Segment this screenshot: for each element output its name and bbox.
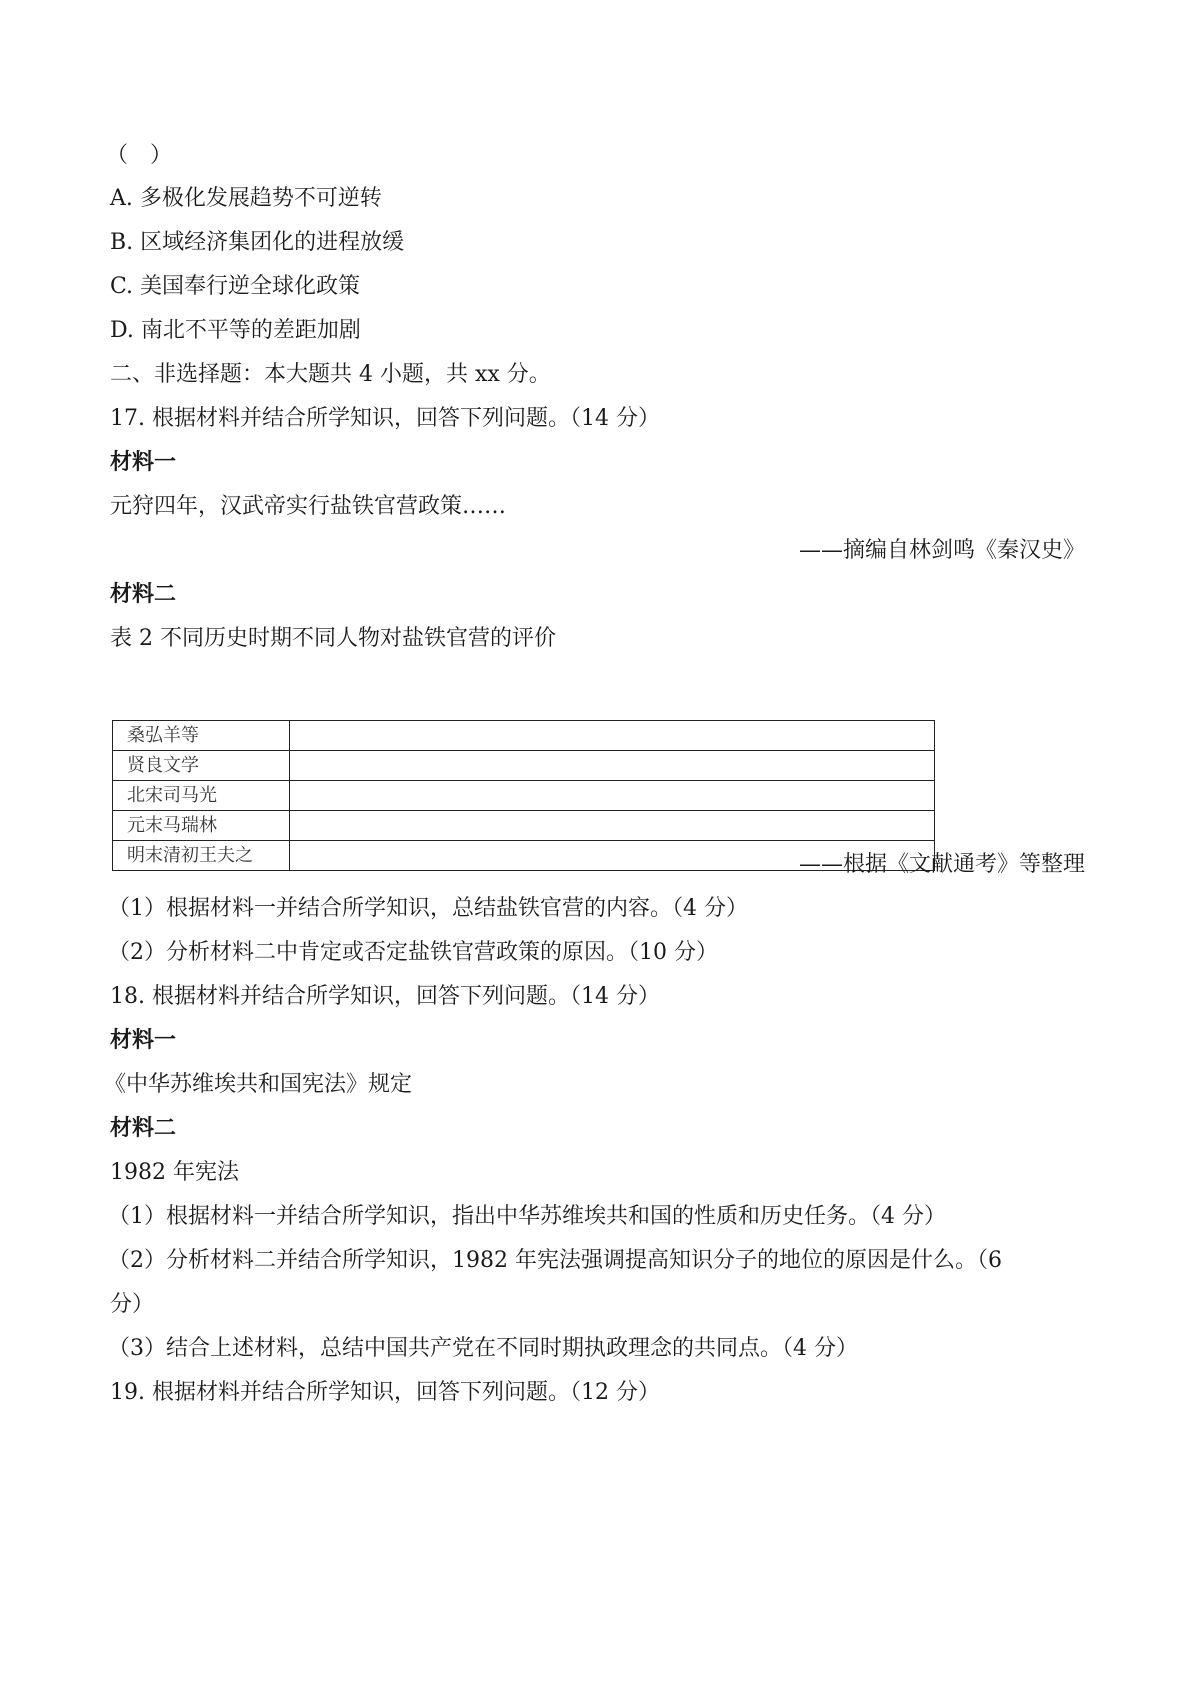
q18-material-1-title: 材料一 [110, 1028, 177, 1053]
evaluation-cell [290, 811, 935, 841]
person-cell: 元末马瑞林 [113, 811, 290, 841]
question-18: 18. 根据材料并结合所学知识，回答下列问题。（14 分） [110, 984, 660, 1009]
person-cell: 贤良文学 [113, 751, 290, 781]
table-row [113, 751, 935, 781]
table-caption: 表 2 不同历史时期不同人物对盐铁官营的评价 [110, 626, 556, 651]
q18-sub-1: （1）根据材料一并结合所学知识，指出中华苏维埃共和国的性质和历史任务。（4 分） [108, 1204, 946, 1229]
table-row [113, 781, 935, 811]
q18-sub-2-continued: 分） [110, 1292, 155, 1317]
q18-sub-3: （3）结合上述材料，总结中国共产党在不同时期执政理念的共同点。（4 分） [108, 1336, 858, 1361]
evaluation-cell [290, 781, 935, 811]
q18-sub-2: （2）分析材料二并结合所学知识，1982 年宪法强调提高知识分子的地位的原因是什么。（6 [108, 1248, 1002, 1273]
q17-sub-1: （1）根据材料一并结合所学知识，总结盐铁官营的内容。（4 分） [108, 896, 748, 921]
option-b: B. 区域经济集团化的进程放缓 [110, 230, 405, 255]
evaluation-table [112, 720, 935, 871]
evaluation-cell [290, 751, 935, 781]
q17-material-2-title: 材料二 [110, 582, 177, 607]
q17-sub-2: （2）分析材料二中肯定或否定盐铁官营政策的原因。（10 分） [108, 940, 718, 965]
q17-material-1-title: 材料一 [110, 450, 177, 475]
question-17: 17. 根据材料并结合所学知识，回答下列问题。（14 分） [110, 406, 660, 431]
table-row [113, 811, 935, 841]
q17-material-1-text: 元狩四年，汉武帝实行盐铁官营政策…… [110, 494, 507, 519]
table-row [113, 721, 935, 751]
option-d: D. 南北不平等的差距加剧 [110, 318, 361, 343]
person-cell: 北宋司马光 [113, 781, 290, 811]
option-a: A. 多极化发展趋势不可逆转 [110, 186, 382, 211]
evaluation-cell [290, 721, 935, 751]
table-source: ——根据《文献通考》等整理 [798, 852, 1085, 877]
person-cell: 桑弘羊等 [113, 721, 290, 751]
person-cell: 明末清初王夫之 [113, 841, 290, 871]
question-19: 19. 根据材料并结合所学知识，回答下列问题。（12 分） [110, 1380, 660, 1405]
option-c: C. 美国奉行逆全球化政策 [110, 274, 361, 299]
q18-material-1-text: 《中华苏维埃共和国宪法》规定 [104, 1072, 413, 1097]
q18-material-2-title: 材料二 [110, 1116, 177, 1141]
answer-bracket: （ ） [106, 143, 173, 168]
section-heading: 二、非选择题：本大题共 4 小题，共 xx 分。 [110, 362, 551, 387]
q17-material-1-source: ——摘编自林剑鸣《秦汉史》 [798, 538, 1085, 563]
q18-material-2-text: 1982 年宪法 [110, 1160, 239, 1185]
